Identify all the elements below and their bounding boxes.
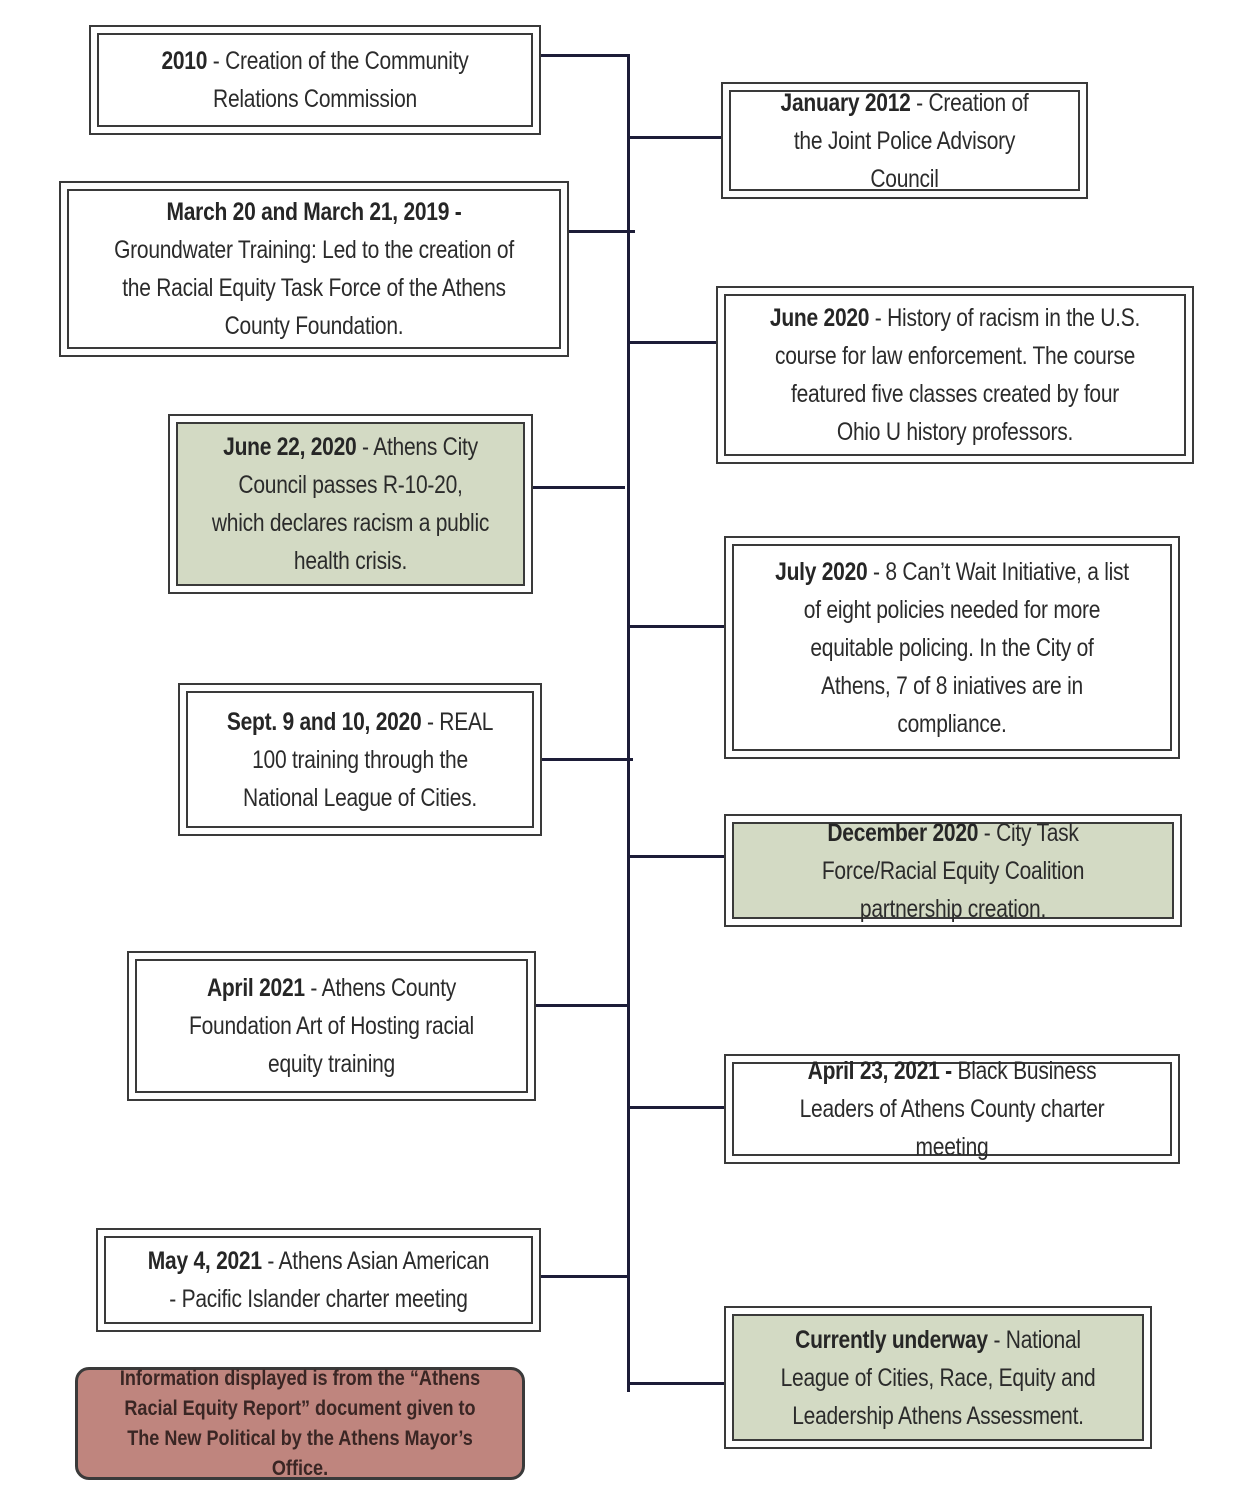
event-date: April 2021 [206,974,305,1002]
event-date: January 2012 [780,88,911,117]
timeline-spine [627,54,630,1392]
timeline-event [59,181,569,357]
event-date: 2010 [161,47,208,75]
event-description: Black Business Leaders of Athens County charter meeting [799,1057,1105,1161]
event-date: Sept. 9 and 10, 2020 [226,707,422,736]
event-description: - Athens Asian American - Pacific Islander charter meeting [169,1247,490,1313]
connector [629,136,724,139]
connector [629,341,719,344]
connector [538,1275,629,1278]
event-date: March 20 and March 21, 2019 - [166,198,462,226]
event-description: - Athens County Foundation Art of Hosting racial equity training [189,974,474,1078]
event-description: - 8 Can’t Wait Initiative, a list of eight policies needed for more equitable policing. In the City of Athens, 7 of 8 iniatives are in compliance. [803,557,1129,738]
event-description: - Athens City Council passes R-10-20, which declares racism a public health crisis. [211,433,490,575]
event-description: Groundwater Training: Led to the creation of the Racial Equity Task Force of the Athens County Foundation. [114,236,514,340]
event-description: - History of racism in the U.S. course for law enforcement. The course featured five classes created by four Ohio U history professors. [774,304,1141,446]
timeline-event [724,1054,1180,1164]
source-note [75,1367,525,1480]
connector [534,1004,629,1007]
source-note-text: Information displayed is from the “Athens Racial Equity Report” document given to The New Political by the Athens Mayor’s Office. [119,1366,481,1480]
timeline-event [178,683,542,836]
event-date: December 2020 [827,818,979,847]
connector [539,758,633,761]
event-description: - REAL 100 training through the National League of Cities. [243,707,494,812]
event-description: - National League of Cities, Race, Equity and Leadership Athens Assessment. [780,1325,1096,1430]
connector [539,54,629,57]
event-description: - Creation of the Joint Police Advisory Council [793,88,1029,193]
timeline-event [96,1228,541,1332]
timeline-event-highlighted [724,1306,1152,1449]
event-description: - City Task Force/Racial Equity Coalition partnership creation. [821,818,1085,923]
event-date: July 2020 [775,557,868,586]
connector [629,1382,726,1385]
timeline-event [724,536,1180,759]
connector [629,855,726,858]
timeline-event [89,25,541,135]
connector [629,625,726,628]
connector [629,1106,726,1109]
event-date: Currently underway [795,1325,988,1354]
connector [567,230,635,233]
event-description: - Creation of the Community Relations Commission [207,47,469,113]
timeline-event [127,951,536,1101]
timeline-event-highlighted [724,814,1182,927]
event-date: June 22, 2020 [223,433,357,461]
event-date: April 23, 2021 - [807,1057,952,1085]
timeline-event [721,82,1088,199]
timeline-event-highlighted [168,414,533,594]
timeline-event [716,286,1194,464]
connector [530,486,625,489]
event-date: June 2020 [769,304,870,332]
event-date: May 4, 2021 [147,1247,262,1275]
